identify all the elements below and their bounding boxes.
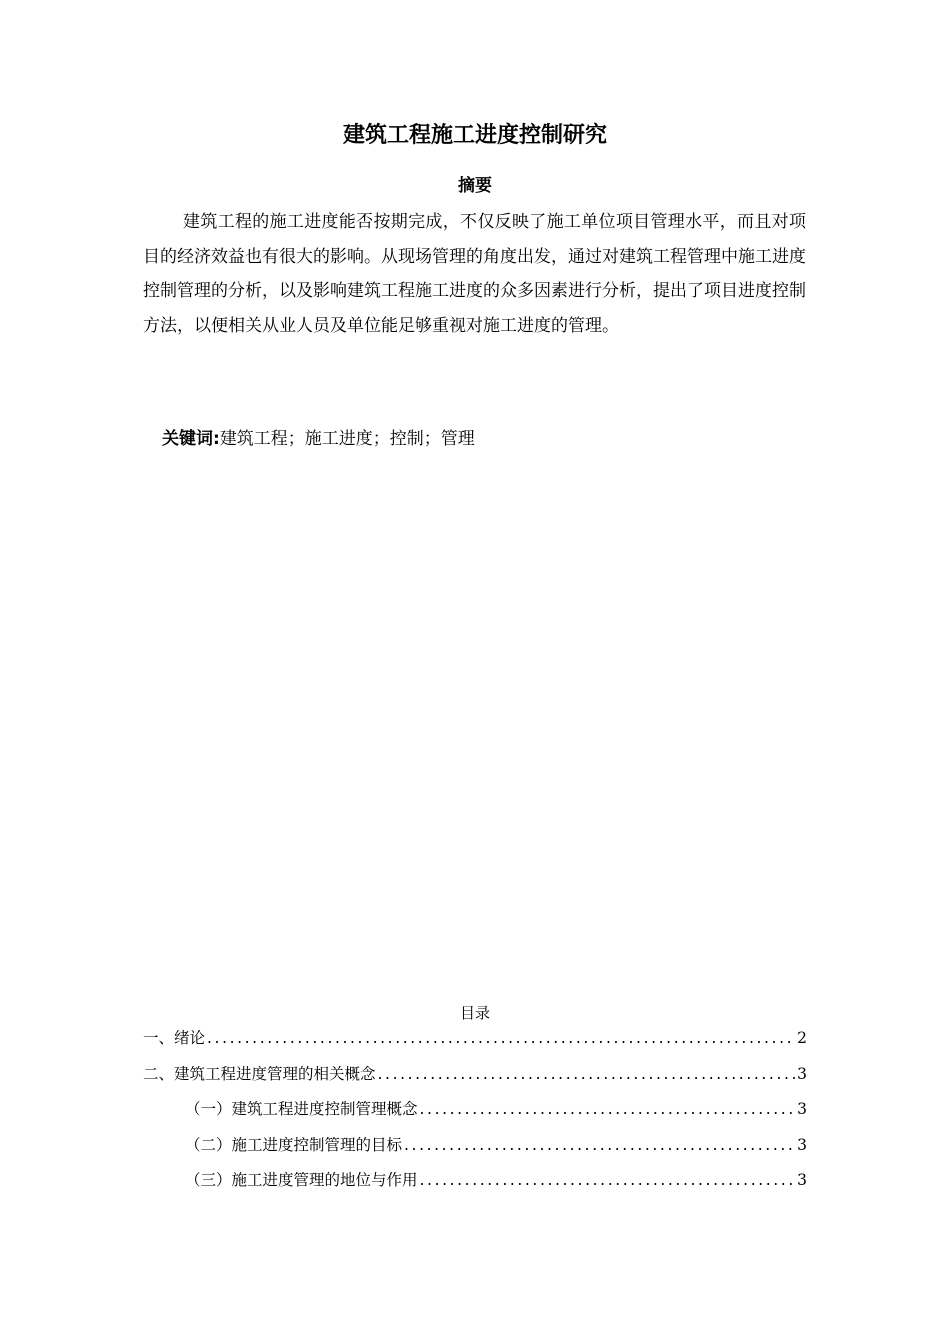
toc-leader-dots	[378, 1062, 796, 1086]
keywords-label: 关键词:	[162, 429, 220, 449]
toc-leader-dots	[404, 1133, 795, 1157]
toc-title: 目录	[459, 1004, 490, 1022]
toc-entry-text: 一、绪论	[143, 1029, 206, 1047]
document-title: 建筑工程施工进度控制研究	[342, 123, 607, 148]
toc-entry[interactable]	[185, 1097, 807, 1121]
abstract-body: 建筑工程的施工进度能否按期完成，不仅反映了施工单位项目管理水平，而且对项目的经济效益也有很大的影响。从现场管理的角度出发，通过对建筑工程管理中施工进度控制管理的分析，以及影响建筑工程施工进度的众多因素进行分析，提出了项目进度控制方法，以便相关从业人员及单位能足够重视对施工进度的管理。	[143, 212, 806, 336]
toc-leader-dots	[420, 1097, 796, 1121]
toc-leader-dots	[420, 1168, 796, 1192]
toc-entry[interactable]	[143, 1062, 807, 1086]
keywords-line	[162, 426, 475, 452]
toc-entry-page: 3	[797, 1171, 807, 1189]
keywords-value: 建筑工程；施工进度；控制；管理	[219, 429, 475, 449]
toc-entry-page: 3	[797, 1136, 807, 1154]
toc-entry-text: 二、建筑工程进度管理的相关概念	[143, 1065, 376, 1083]
toc-entry-text: （二）施工进度控制管理的目标	[185, 1136, 403, 1154]
abstract-heading: 摘要	[458, 176, 492, 196]
toc-leader-dots	[207, 1026, 795, 1050]
toc-entry-page: 2	[797, 1029, 807, 1047]
toc-entry[interactable]	[185, 1168, 807, 1192]
toc-entry-page: 3	[797, 1100, 807, 1118]
toc-entry[interactable]	[185, 1133, 807, 1157]
toc-entry-page: 3	[797, 1065, 807, 1083]
toc-entry-text: （三）施工进度管理的地位与作用	[185, 1171, 418, 1189]
toc-entry[interactable]	[143, 1026, 807, 1050]
toc-entry-text: （一）建筑工程进度控制管理概念	[185, 1100, 418, 1118]
